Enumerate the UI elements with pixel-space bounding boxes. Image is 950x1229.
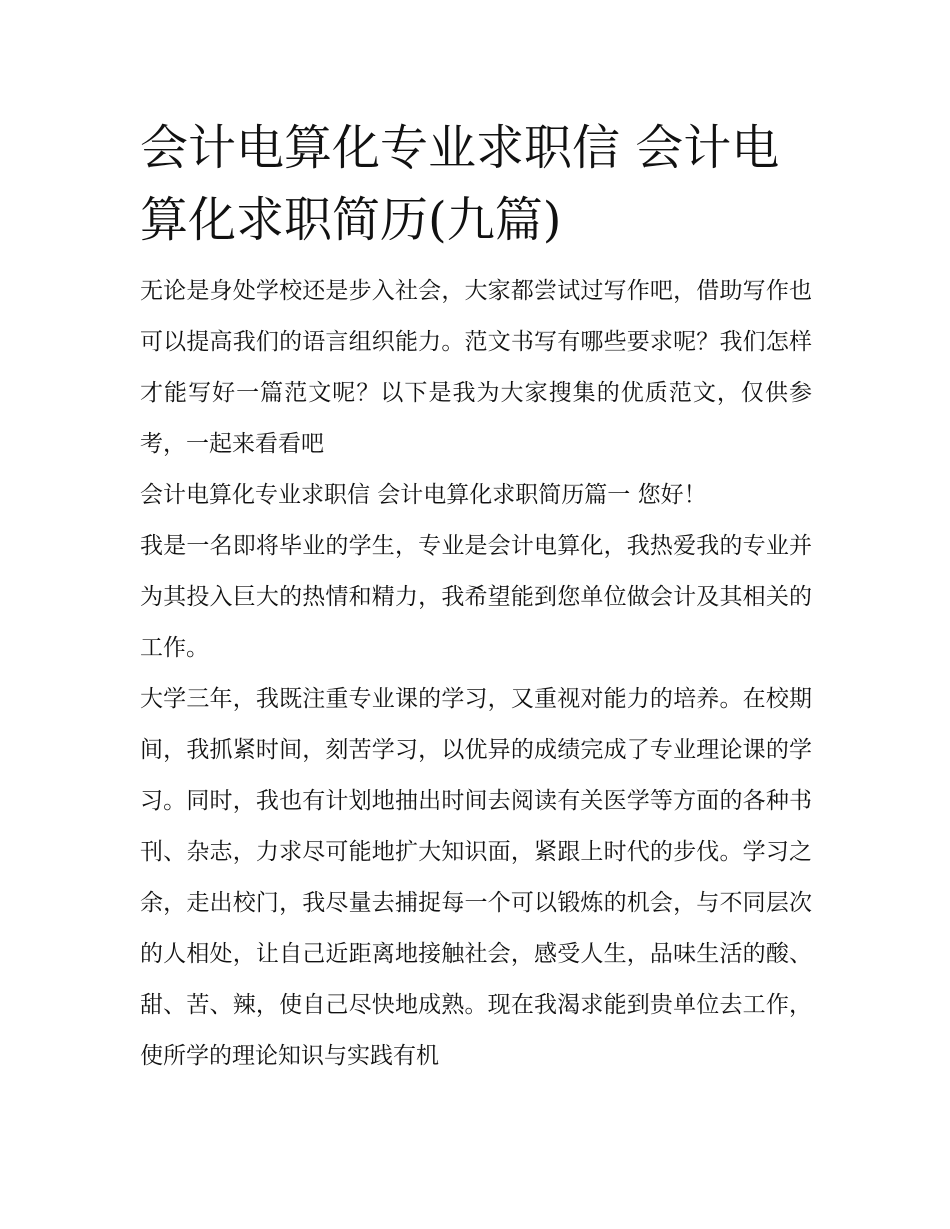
section-heading-line: 会计电算化专业求职信 会计电算化求职简历篇一 您好！ xyxy=(140,482,707,508)
document-title: 会计电算化专业求职信 会计电算化求职简历(九篇) xyxy=(140,120,780,248)
intro-paragraph: 无论是身处学校还是步入社会，大家都尝试过写作吧，借助写作也可以提高我们的语言组织能力。范文书写有哪些要求呢？我们怎样才能写好一篇范文呢？以下是我为大家搜集的优质范文，仅供参考，一起来看看吧 xyxy=(140,278,812,457)
body-paragraph-2: 大学三年，我既注重专业课的学习，又重视对能力的培养。在校期间，我抓紧时间，刻苦学习，以优异的成绩完成了专业理论课的学习。同时，我也有计划地抽出时间去阅读有关医学等方面的各种书刊、杂志，力求尽可能地扩大知识面，紧跟上时代的步伐。学习之余，走出校门，我尽量去捕捉每一个可以锻炼的机会，与不同层次的人相处，让自己近距离地接触社会，感受人生，品味生活的酸、甜、苦、辣，使自己尽快地成熟。现在我渴求能到贵单位去工作，使所学的理论知识与实践有机 xyxy=(140,686,812,1069)
body-paragraph-1: 我是一名即将毕业的学生，专业是会计电算化，我热爱我的专业并为其投入巨大的热情和精力，我希望能到您单位做会计及其相关的工作。 xyxy=(140,533,812,661)
title-spacer xyxy=(140,256,812,266)
document-body xyxy=(140,112,812,1082)
